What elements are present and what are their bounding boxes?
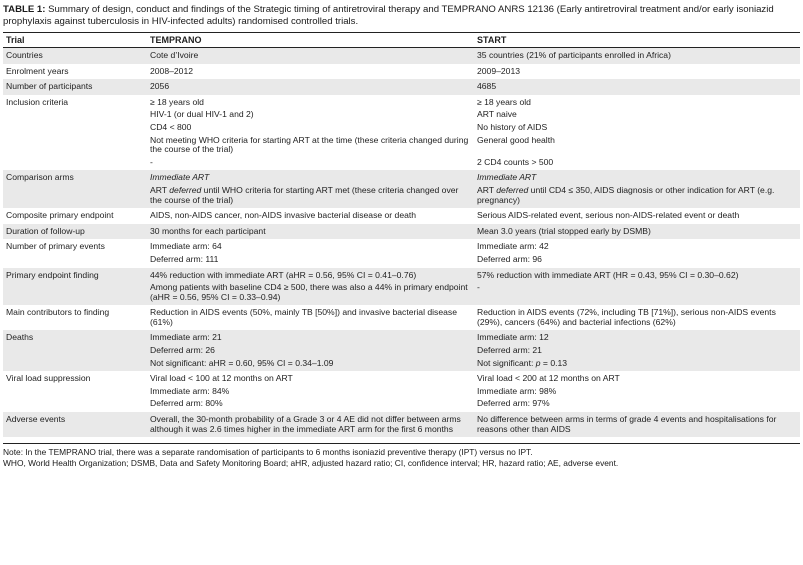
table-row [3, 371, 800, 384]
start-cell: ART deferred until CD4 ≤ 350, AIDS diagnosis or other indication for ART (e.g. pregnancy) [474, 183, 800, 208]
table-row [3, 412, 800, 437]
temprano-cell: Not significant: aHR = 0.60, 95% CI = 0.34–1.09 [147, 356, 474, 372]
row-label: Duration of follow-up [3, 224, 147, 240]
start-cell: Immediate arm: 12 [474, 330, 800, 343]
start-cell: Viral load < 200 at 12 months on ART [474, 371, 800, 384]
caption-text: Summary of design, conduct and findings of the Strategic timing of antiretroviral therapy and TEMPRANO ANRS 12136 (Early antiretroviral treatment and/or early isoniazid prophylaxis against tuberculosis in HIV-infected adults) randomised controlled trials. [3, 4, 774, 27]
footnote-note: Note: In the TEMPRANO trial, there was a separate randomisation of participants to 6 months isoniazid preventive therapy (IPT) versus no IPT. [3, 447, 533, 458]
header-start: START [474, 33, 800, 48]
row-label: Primary endpoint finding [3, 268, 147, 306]
row-label: Number of primary events [3, 239, 147, 267]
table-row [3, 95, 800, 108]
temprano-cell: Overall, the 30-month probability of a Grade 3 or 4 AE did not differ between arms although it was 2.6 times higher in the immediate ART arm for the first 6 months [147, 412, 474, 437]
temprano-cell: Deferred arm: 26 [147, 343, 474, 356]
temprano-cell: Immediate ART [147, 170, 474, 183]
start-cell: No history of AIDS [474, 120, 800, 133]
table-body [3, 48, 800, 438]
temprano-cell: Deferred arm: 80% [147, 396, 474, 412]
row-label: Deaths [3, 330, 147, 371]
start-cell: 4685 [474, 79, 800, 95]
row-label: Countries [3, 48, 147, 64]
table-row [3, 170, 800, 183]
start-cell: Reduction in AIDS events (72%, including TB [71%]), serious non-AIDS events (29%), cancers (64%) and bacterial infections (62%) [474, 305, 800, 330]
start-cell: 2 CD4 counts > 500 [474, 155, 800, 171]
row-label: Composite primary endpoint [3, 208, 147, 224]
table-row [3, 224, 800, 240]
header-trial: Trial [3, 33, 147, 48]
temprano-cell: Viral load < 100 at 12 months on ART [147, 371, 474, 384]
row-label: Main contributors to finding [3, 305, 147, 330]
table-row [3, 239, 800, 252]
start-cell: Mean 3.0 years (trial stopped early by DSMB) [474, 224, 800, 240]
temprano-cell: CD4 < 800 [147, 120, 474, 133]
row-label: Inclusion criteria [3, 95, 147, 171]
start-cell: Immediate ART [474, 170, 800, 183]
header-row [3, 33, 800, 48]
table-row [3, 268, 800, 281]
summary-table [3, 32, 800, 437]
table-row [3, 79, 800, 95]
start-cell: Deferred arm: 21 [474, 343, 800, 356]
temprano-cell: ART deferred until WHO criteria for starting ART met (these criteria changed over the course of the trial) [147, 183, 474, 208]
temprano-cell: Among patients with baseline CD4 ≥ 500, there was also a 44% in primary endpoint (aHR = 0.56, 95% CI = 0.33–0.94) [147, 280, 474, 305]
temprano-cell: Immediate arm: 64 [147, 239, 474, 252]
caption-label: TABLE 1: [3, 4, 46, 15]
temprano-cell: Not meeting WHO criteria for starting ART at the time (these criteria changed during the course of the trial) [147, 133, 474, 155]
temprano-cell: 2008–2012 [147, 64, 474, 80]
start-cell: 35 countries (21% of participants enrolled in Africa) [474, 48, 800, 64]
temprano-cell: Immediate arm: 21 [147, 330, 474, 343]
row-label: Comparison arms [3, 170, 147, 208]
table-row [3, 305, 800, 330]
start-cell: - [474, 280, 800, 305]
temprano-cell: Deferred arm: 111 [147, 252, 474, 268]
temprano-cell: 30 months for each participant [147, 224, 474, 240]
row-label: Adverse events [3, 412, 147, 437]
temprano-cell: ≥ 18 years old [147, 95, 474, 108]
header-temprano: TEMPRANO [147, 33, 474, 48]
row-label: Viral load suppression [3, 371, 147, 412]
temprano-cell: AIDS, non-AIDS cancer, non-AIDS invasive bacterial disease or death [147, 208, 474, 224]
table-row [3, 64, 800, 80]
start-cell: Serious AIDS-related event, serious non-AIDS-related event or death [474, 208, 800, 224]
start-cell: ART naive [474, 107, 800, 120]
temprano-cell: Immediate arm: 84% [147, 384, 474, 397]
temprano-cell: - [147, 155, 474, 171]
start-cell: Deferred arm: 96 [474, 252, 800, 268]
start-cell: No difference between arms in terms of grade 4 events and hospitalisations for reasons other than AIDS [474, 412, 800, 437]
start-cell: 2009–2013 [474, 64, 800, 80]
temprano-cell: Cote d’Ivoire [147, 48, 474, 64]
row-label: Number of participants [3, 79, 147, 95]
start-cell: Immediate arm: 98% [474, 384, 800, 397]
temprano-cell: HIV-1 (or dual HIV-1 and 2) [147, 107, 474, 120]
table-caption [3, 4, 800, 28]
start-cell: Not significant: p = 0.13 [474, 356, 800, 372]
start-cell: Deferred arm: 97% [474, 396, 800, 412]
temprano-cell: Reduction in AIDS events (50%, mainly TB [50%]) and invasive bacterial disease (61%) [147, 305, 474, 330]
row-label: Enrolment years [3, 64, 147, 80]
temprano-cell: 44% reduction with immediate ART (aHR = 0.56, 95% CI = 0.41–0.76) [147, 268, 474, 281]
table-row [3, 48, 800, 64]
start-cell: Immediate arm: 42 [474, 239, 800, 252]
start-cell: 57% reduction with immediate ART (HR = 0.43, 95% CI = 0.30–0.62) [474, 268, 800, 281]
table-footnotes [3, 443, 800, 468]
start-cell: General good health [474, 133, 800, 155]
table-row [3, 208, 800, 224]
temprano-cell: 2056 [147, 79, 474, 95]
table-row [3, 330, 800, 343]
footnote-abbreviations: WHO, World Health Organization; DSMB, Data and Safety Monitoring Board; aHR, adjusted hazard ratio; CI, confidence interval; HR, hazard ratio; AE, adverse event. [3, 457, 619, 468]
start-cell: ≥ 18 years old [474, 95, 800, 108]
